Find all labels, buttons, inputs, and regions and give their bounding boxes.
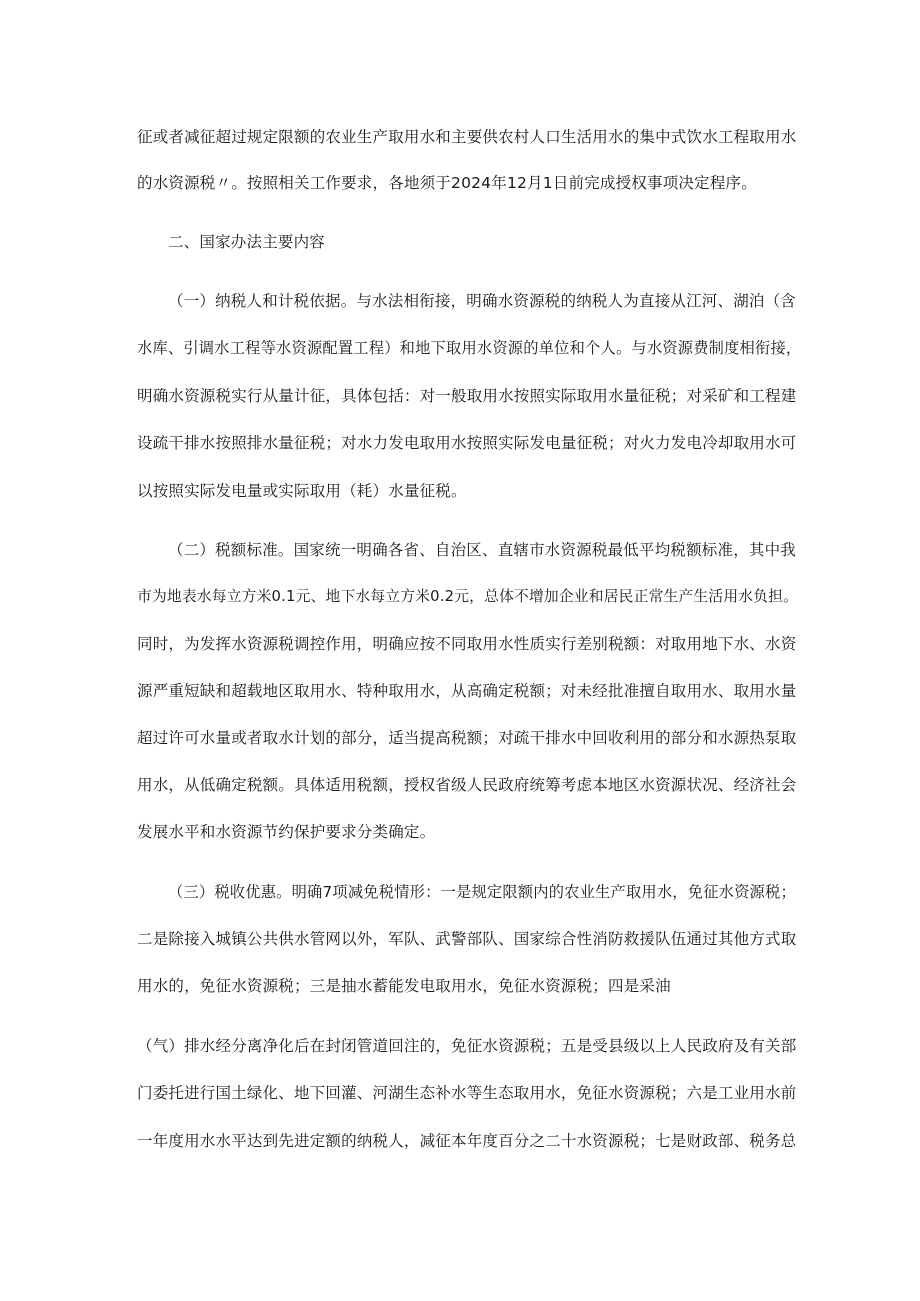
text-line: 征或者减征超过规定限额的农业生产取用水和主要供农村人口生活用水的集中式饮水工程取用水 [137, 128, 797, 146]
text-line: 二是除接入城镇公共供水管网以外，军队、武警部队、国家综合性消防救援队伍通过其他方式取 [137, 930, 797, 948]
text-line: （二）税额标准。国家统一明确各省、自治区、直辖市水资源税最低平均税额标准，其中我 [168, 541, 797, 559]
text-line: 的水资源税〃。按照相关工作要求，各地须于2024年12月1日前完成授权事项决定程序。 [137, 174, 757, 192]
text-line: 超过许可水量或者取水计划的部分，适当提高税额；对疏干排水中回收利用的部分和水源热泵取 [137, 729, 797, 747]
text-line: 发展水平和水资源节约保护要求分类确定。 [137, 823, 436, 841]
text-line: 一年度用水水平达到先进定额的纳税人，减征本年度百分之二十水资源税；七是财政部、税务总 [137, 1132, 797, 1150]
text-line: （一）纳税人和计税依据。与水法相衔接，明确水资源税的纳税人为直接从江河、湖泊（含 [168, 292, 797, 310]
text-line: 同时，为发挥水资源税调控作用，明确应按不同取用水性质实行差别税额：对取用地下水、水资 [137, 635, 797, 653]
text-line: 门委托进行国土绿化、地下回灌、河湖生态补水等生态取用水，免征水资源税；六是工业用水前 [137, 1084, 797, 1102]
text-line: 水库、引调水工程等水资源配置工程）和地下取用水资源的单位和个人。与水资源费制度相衔接， [137, 339, 802, 357]
section-heading: 二、国家办法主要内容 [168, 233, 326, 251]
text-line: 市为地表水每立方米0.1元、地下水每立方米0.2元，总体不增加企业和居民正常生产生活用水负担。 [137, 588, 799, 605]
text-line: 以按照实际发电量或实际取用（耗）水量征税。 [137, 482, 467, 500]
text-line: 设疏干排水按照排水量征税；对水力发电取用水按照实际发电量征税；对火力发电冷却取用水可 [137, 434, 797, 452]
text-line: 用水，从低确定税额。具体适用税额，授权省级人民政府统筹考虑本地区水资源状况、经济社会 [137, 776, 797, 794]
text-line: 源严重短缺和超载地区取用水、特种取用水，从高确定税额；对未经批准擅自取用水、取用水量 [137, 682, 797, 700]
text-line: （气）排水经分离净化后在封闭管道回注的，免征水资源税；五是受县级以上人民政府及有关部 [137, 1037, 797, 1055]
text-line: （三）税收优惠。明确7项减免税情形：一是规定限额内的农业生产取用水，免征水资源税； [168, 883, 796, 901]
text-line: 明确水资源税实行从量计征，具体包括：对一般取用水按照实际取用水量征税；对采矿和工程建 [137, 387, 797, 405]
text-line: 用水的，免征水资源税；三是抽水蓄能发电取用水，免征水资源税；四是采油 [137, 977, 671, 995]
